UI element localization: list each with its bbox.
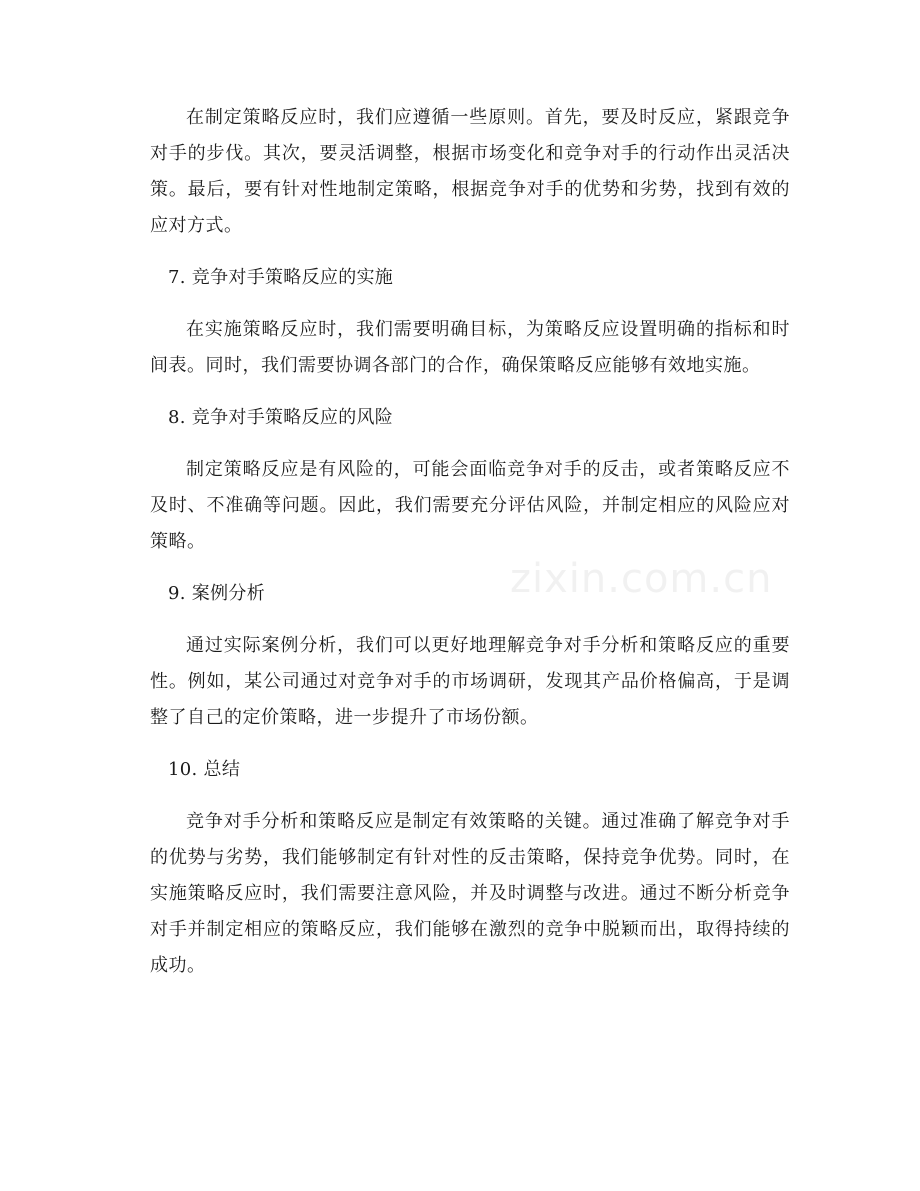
paragraph-case-study: 通过实际案例分析，我们可以更好地理解竞争对手分析和策略反应的重要性。例如，某公司通过对竞争对手的市场调研，发现其产品价格偏高，于是调整了自己的定价策略，进一步提升了市场份额。: [150, 635, 790, 728]
section-heading-10: 10. 总结: [168, 759, 241, 780]
section-heading-7: 7. 竞争对手策略反应的实施: [168, 267, 394, 288]
paragraph-risks: 制定策略反应是有风险的，可能会面临竞争对手的反击，或者策略反应不及时、不准确等问题。因此，我们需要充分评估风险，并制定相应的风险应对策略。: [150, 459, 790, 552]
paragraph-principles: 在制定策略反应时，我们应遵循一些原则。首先，要及时反应，紧跟竞争对手的步伐。其次，要灵活调整，根据市场变化和竞争对手的行动作出灵活决策。最后，要有针对性地制定策略，根据竞争对手的优势和劣势，找到有效的应对方式。: [150, 107, 790, 236]
paragraph-implementation: 在实施策略反应时，我们需要明确目标，为策略反应设置明确的指标和时间表。同时，我们需要协调各部门的合作，确保策略反应能够有效地实施。: [150, 319, 790, 376]
paragraph-summary: 竞争对手分析和策略反应是制定有效策略的关键。通过准确了解竞争对手的优势与劣势，我们能够制定有针对性的反击策略，保持竞争优势。同时，在实施策略反应时，我们需要注意风险，并及时调整与改进。通过不断分析竞争对手并制定相应的策略反应，我们能够在激烈的竞争中脱颖而出，取得持续的成功。: [150, 811, 790, 976]
section-heading-9: 9. 案例分析: [168, 583, 265, 604]
document-body: [150, 100, 790, 984]
watermark: zixin.com.cn: [510, 556, 773, 602]
section-heading-8: 8. 竞争对手策略反应的风险: [168, 407, 394, 428]
